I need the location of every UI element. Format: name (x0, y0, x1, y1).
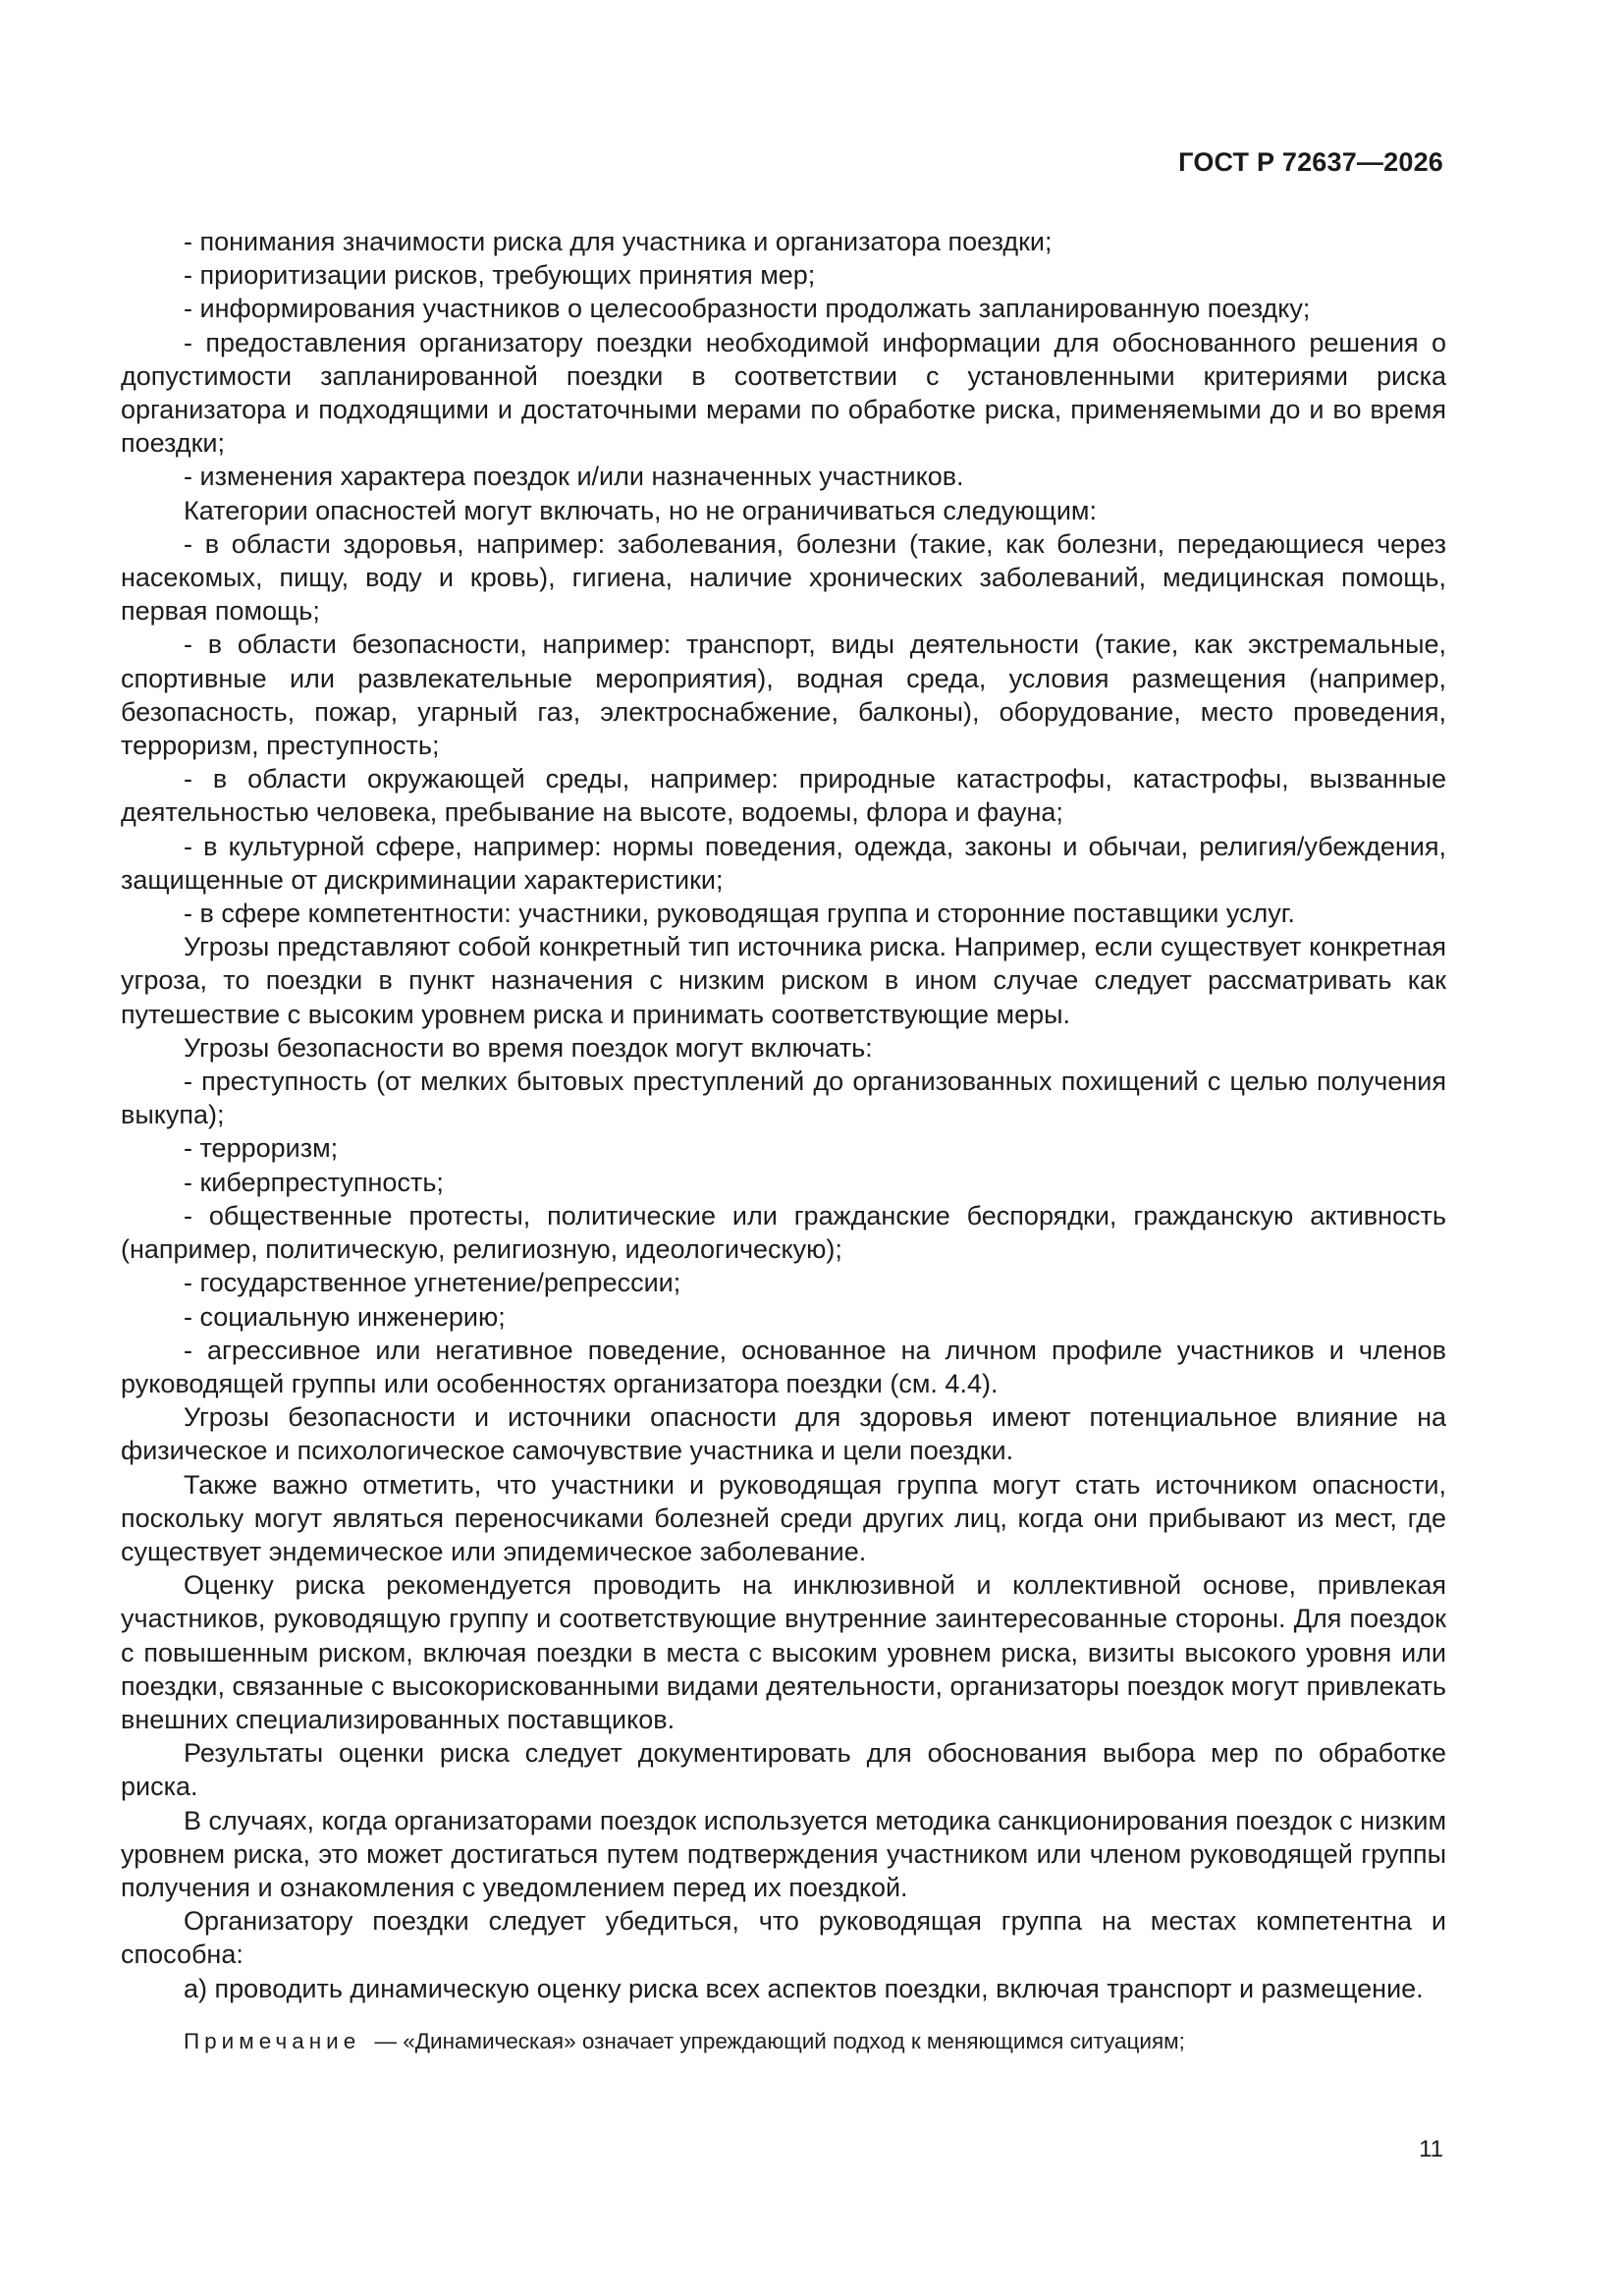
list-item: - государственное угнетение/репрессии; (184, 1268, 681, 1298)
list-item: - киберпреступность; (184, 1167, 444, 1197)
page-number: 11 (1419, 2136, 1443, 2162)
paragraph: Результаты оценки риска следует документировать для обоснования выбора мер по обработке риска. (121, 1738, 1446, 1802)
list-item: - приоритизации рисков, требующих принятия мер; (184, 260, 816, 291)
list-item: - в области здоровья, например: заболевания, болезни (такие, как болезни, передающиеся через насекомых, пищу, воду и кровь), гигиена, наличие хронических заболеваний, медицинская помощь, первая помощь; (121, 528, 1446, 627)
list-item: - информирования участников о целесообразности продолжать запланированную поездку; (184, 294, 1311, 324)
list-item: - в области безопасности, например: транспорт, виды деятельности (такие, как экстремальные, спортивные или развлекательные мероприятия), водная среда, условия размещения (например, безопасность, пожар, угарный газ, электроснабжение, балконы), оборудование, место проведения, терроризм, преступность; (121, 629, 1446, 761)
paragraph: В случаях, когда организаторами поездок используется методика санкционирования поездок с низким уровнем риска, это может достигаться путем подтверждения участником или членом руководящей группы получения и ознакомления с уведомлением перед их поездкой. (121, 1805, 1447, 1902)
paragraph: Организатору поездки следует убедиться, что руководящая группа на местах компетентна и способна: (121, 1906, 1446, 1970)
paragraph: Также важно отметить, что участники и руководящая группа могут стать источником опасности, поскольку могут являться переносчиками болезней среди других лиц, когда они прибывают из мест, где существует эндемическое или эпидемическое заболевание. (121, 1469, 1446, 1566)
list-item: - в культурной сфере, например: нормы поведения, одежда, законы и обычаи, религия/убеждения, защищенные от дискриминации характеристики; (121, 831, 1446, 895)
paragraph: Угрозы безопасности и источники опасности для здоровья имеют потенциальное влияние на физическое и психологическое самочувствие участника и цели поездки. (121, 1402, 1446, 1466)
list-item: - преступность (от мелких бытовых преступлений до организованных похищений с целью получения выкупа); (121, 1066, 1446, 1130)
note (121, 2027, 1446, 2056)
list-item: - понимания значимости риска для участника и организатора поездки; (184, 227, 1053, 256)
paragraph: Категории опасностей могут включать, но не ограничиваться следующим: (184, 495, 1097, 525)
body-text (121, 225, 1446, 2056)
list-item: - терроризм; (184, 1133, 339, 1164)
list-item: - в области окружающей среды, например: природные катастрофы, катастрофы, вызванные деятельностью человека, пребывание на высоте, водоемы, флора и фауна; (121, 764, 1446, 828)
document-code-header: ГОСТ Р 72637—2026 (1178, 147, 1443, 177)
list-item: - в сфере компетентности: участники, руководящая группа и сторонние поставщики услуг. (184, 899, 1295, 929)
list-item: - общественные протесты, политические или гражданские беспорядки, гражданскую активность (например, политическую, религиозную, идеологическую); (121, 1200, 1446, 1265)
note-label: Примечание (184, 2028, 361, 2053)
list-item: - предоставления организатору поездки необходимой информации для обоснованного решения о допустимости запланированной поездки в соответствии с установленными критериями риска организатора и подходящими и достаточными мерами по обработке риска, применяемыми до и во время поездки; (121, 327, 1446, 459)
paragraph: Угрозы безопасности во время поездок могут включать: (184, 1032, 873, 1063)
list-item: а) проводить динамическую оценку риска всех аспектов поездки, включая транспорт и размещение. (184, 1973, 1424, 2003)
list-item: - агрессивное или негативное поведение, основанное на личном профиле участников и членов руководящей группы или особенностях организатора поездки (см. 4.4). (121, 1335, 1446, 1398)
list-item: - изменения характера поездок и/или назначенных участников. (184, 462, 964, 492)
note-text: — «Динамическая» означает упреждающий подход к меняющимся ситуациям; (374, 2028, 1185, 2053)
paragraph: Угрозы представляют собой конкретный тип источника риска. Например, если существует конкретная угроза, то поездки в пункт назначения с низким риском в ином случае следует рассматривать как путешествие с высоким уровнем риска и принимать соответствующие меры. (121, 932, 1446, 1029)
paragraph: Оценку риска рекомендуется проводить на инклюзивной и коллективной основе, привлекая участников, руководящую группу и соответствующие внутренние заинтересованные стороны. Для поездок с повышенным риском, включая поездки в места с высоким уровнем риска, визиты высокого уровня или поездки, связанные с высокорискованными видами деятельности, организаторы поездок могут привлекать внешних специализированных поставщиков. (121, 1570, 1446, 1734)
list-item: - социальную инженерию; (184, 1301, 506, 1332)
